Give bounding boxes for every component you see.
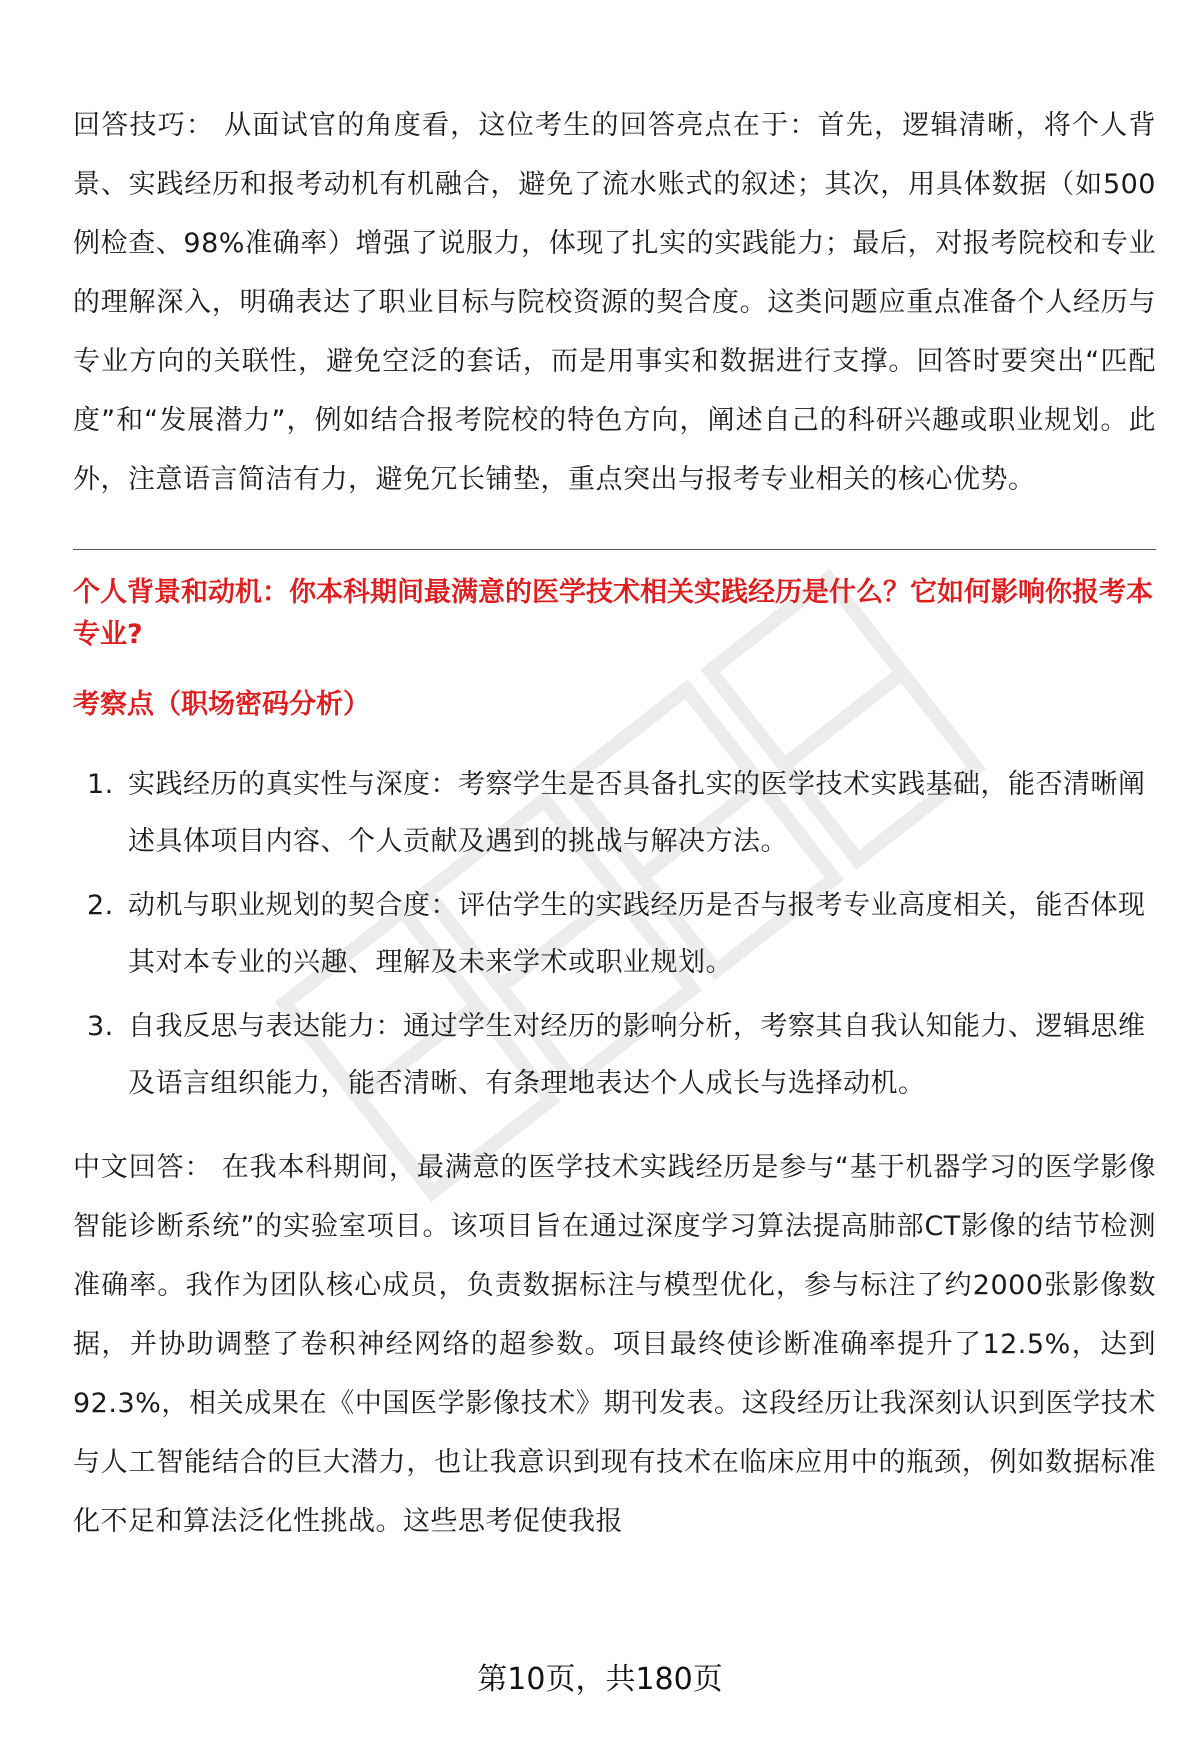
list-item-number: 3. xyxy=(87,1011,114,1042)
content-area xyxy=(73,96,1156,1551)
list-item xyxy=(73,877,1156,991)
list-item-number: 1. xyxy=(87,769,114,800)
list-item-text: 实践经历的真实性与深度：考察学生是否具备扎实的医学技术实践基础，能否清晰阐述具体项目内容、个人贡献及遇到的挑战与解决方法。 xyxy=(128,769,1146,857)
assessment-points-list xyxy=(73,756,1156,1112)
page-number-footer: 第10页，共180页 xyxy=(477,1662,723,1697)
list-item xyxy=(73,756,1156,870)
list-item xyxy=(73,998,1156,1112)
question-heading: 个人背景和动机：你本科期间最满意的医学技术相关实践经历是什么？它如何影响你报考本专业? xyxy=(73,577,1153,650)
list-item-text: 动机与职业规划的契合度：评估学生的实践经历是否与报考专业高度相关，能否体现其对本专业的兴趣、理解及未来学术或职业规划。 xyxy=(128,890,1146,978)
tips-paragraph: 回答技巧： 从面试官的角度看，这位考生的回答亮点在于：首先，逻辑清晰，将个人背景、实践经历和报考动机有机融合，避免了流水账式的叙述；其次，用具体数据（如500例检查、98%准确率）增强了说服力，体现了扎实的实践能力；最后，对报考院校和专业的理解深入，明确表达了职业目标与院校资源的契合度。这类问题应重点准备个人经历与专业方向的关联性，避免空泛的套话，而是用事实和数据进行支撑。回答时要突出“匹配度”和“发展潜力”，例如结合报考院校的特色方向，阐述自己的科研兴趣或职业规划。此外，注意语言简洁有力，避免冗长铺垫，重点突出与报考专业相关的核心优势。 xyxy=(73,110,1156,495)
assessment-points-heading: 考察点（职场密码分析） xyxy=(73,689,370,720)
list-item-text: 自我反思与表达能力：通过学生对经历的影响分析，考察其自我认知能力、逻辑思维及语言组织能力，能否清晰、有条理地表达个人成长与选择动机。 xyxy=(128,1011,1146,1099)
answer-paragraph: 中文回答： 在我本科期间，最满意的医学技术实践经历是参与“基于机器学习的医学影像智能诊断系统”的实验室项目。该项目旨在通过深度学习算法提高肺部CT影像的结节检测准确率。我作为团队核心成员，负责数据标注与模型优化，参与标注了约2000张影像数据，并协助调整了卷积神经网络的超参数。项目最终使诊断准确率提升了12.5%，达到92.3%，相关成果在《中国医学影像技术》期刊发表。这段经历让我深刻认识到医学技术与人工智能结合的巨大潜力，也让我意识到现有技术在临床应用中的瓶颈，例如数据标准化不足和算法泛化性挑战。这些思考促使我报 xyxy=(73,1152,1156,1537)
list-item-number: 2. xyxy=(87,890,114,921)
section-divider xyxy=(73,549,1156,550)
